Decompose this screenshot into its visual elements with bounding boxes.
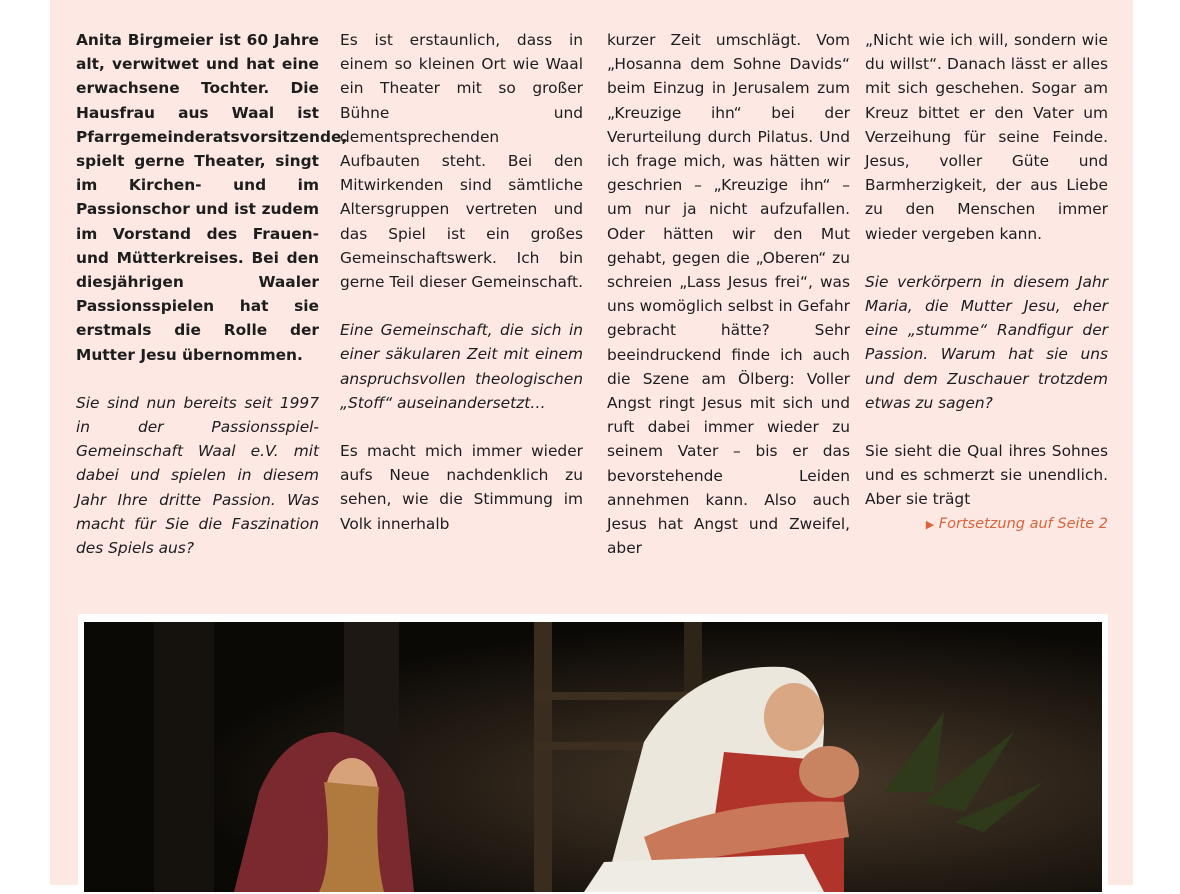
intro-paragraph: Anita Birgmeier ist 60 Jahre alt, verwitwet und hat eine erwachsene Tochter. Die Hausfrau aus Waal ist Pfarrgemeinderatsvorsitzende, spielt gerne Theater, singt im Kirchen- und im Passionschor und ist zudem im Vorstand des Frauen- und Mütterkreises. Bei den diesjährigen Waaler Passionsspielen hat sie erstmals die Rolle der Mutter Jesu übernommen.: [76, 31, 348, 364]
question-2: Eine Gemeinschaft, die sich in einer säkularen Zeit mit einem anspruchsvollen theologischen „Stoff“ auseinandersetzt…: [340, 321, 583, 412]
column-3: [607, 28, 850, 584]
column-1: [76, 28, 348, 584]
answer-3-start: Sie sieht die Qual ihres Sohnes und es schmerzt sie unendlich. Aber sie trägt: [865, 442, 1108, 509]
answer-2-continued: kurzer Zeit umschlägt. Vom „Hosanna dem Sohne Davids“ beim Einzug in Jerusalem zum „Kreuzige ihn“ bei der Verurteilung durch Pilatus. Und ich frage mich, was hätten wir geschrien – „Kreuzige ihn“ – um nur ja nicht aufzufallen. Oder hätten wir den Mut gehabt, gegen die „Oberen“ zu schreien „Lass Jesus frei“, was uns womöglich selbst in Gefahr gebracht hätte? Sehr beeindruckend finde ich auch die Szene am Ölberg: Voller Angst ringt Jesus mit sich und ruft dabei immer wieder zu seinem Vater – bis er das bevorstehende Leiden annehmen kann. Also auch Jesus hat Angst und Zweifel, aber: [607, 31, 850, 558]
question-3: Sie verkörpern in diesem Jahr Maria, die Mutter Jesu, eher eine „stumme“ Randfigur der Passion. Warum hat sie uns und dem Zuschauer trotzdem etwas zu sagen?: [865, 272, 1108, 412]
question-1: Sie sind nun bereits seit 1997 in der Passionsspiel-Gemeinschaft Waal e.V. mit dabei und spielen in diesem Jahr Ihre dritte Passion. Was macht für Sie die Faszination des Spiels aus?: [76, 393, 319, 558]
continuation-link[interactable]: [865, 512, 1108, 537]
stage-photo-frame: [78, 614, 1108, 894]
answer-2-end: „Nicht wie ich will, sondern wie du willst“. Danach lässt er alles mit sich geschehen. Sogar am Kreuz bittet er den Vater um Verzeihung für seine Feinde. Jesus, voller Güte und Barmherzigkeit, der aus Liebe zu den Menschen immer wieder vergeben kann.: [865, 31, 1108, 243]
answer-2-start: Es macht mich immer wieder aufs Neue nachdenklich zu sehen, wie die Stimmung im Volk innerhalb: [340, 442, 583, 533]
continuation-text: Fortsetzung auf Seite 2: [938, 515, 1108, 532]
answer-1: Es ist erstaunlich, dass in einem so kleinen Ort wie Waal ein Theater mit so großer Bühne und dementsprechenden Aufbauten steht. Bei den Mitwirkenden sind sämtliche Altersgruppen vertreten und das Spiel ist ein großes Gemeinschaftswerk. Ich bin gerne Teil dieser Gemeinschaft.: [340, 31, 583, 292]
play-arrow-icon: ▶: [925, 517, 935, 531]
column-2: [340, 28, 583, 560]
stage-photo: [84, 622, 1102, 892]
column-4: [865, 28, 1108, 561]
